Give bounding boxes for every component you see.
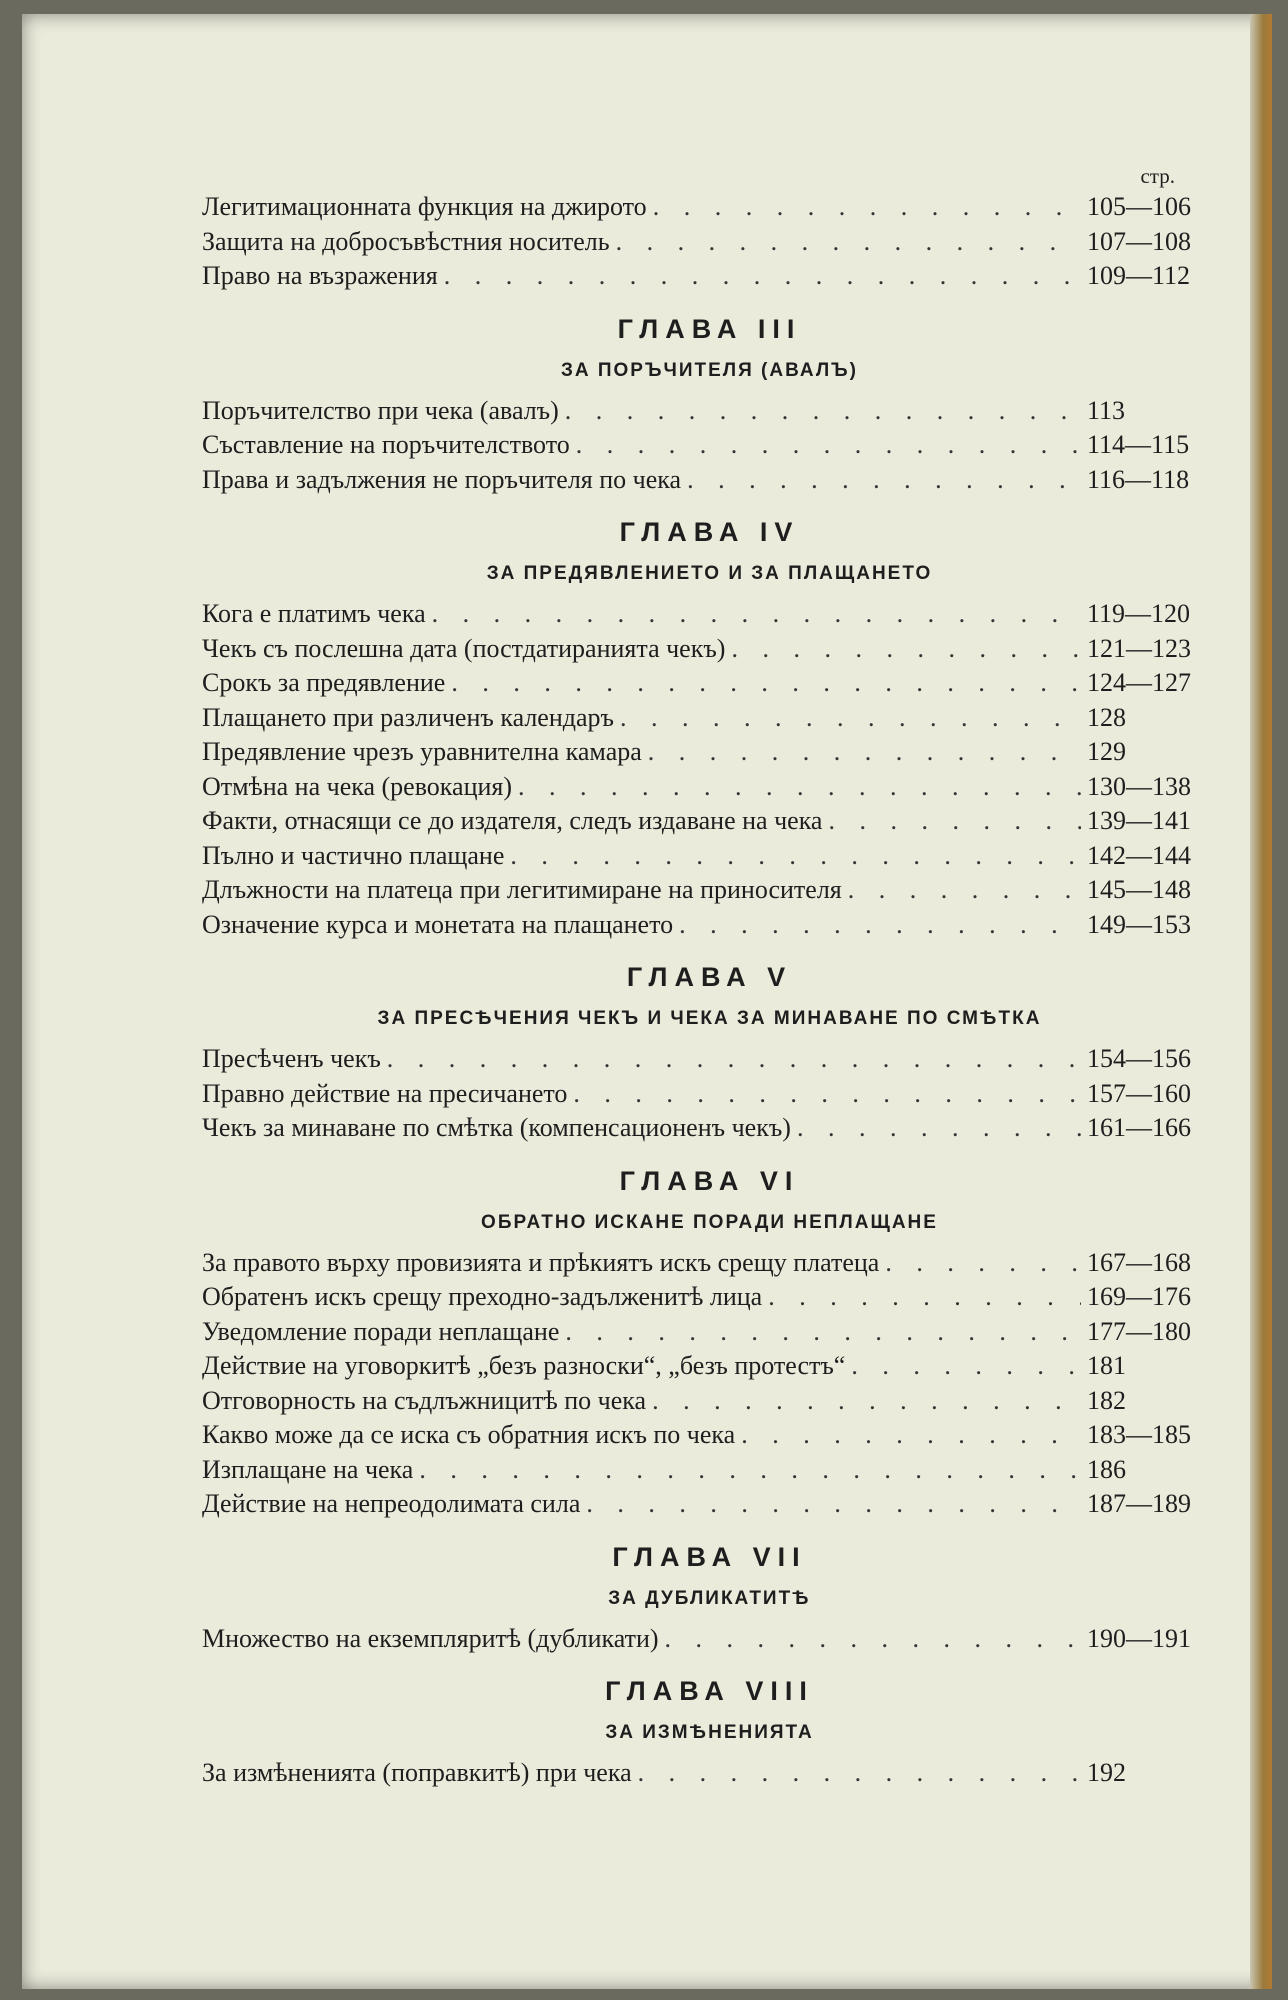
dot-leader: [565, 1315, 1081, 1350]
entry-pages: 129: [1087, 737, 1126, 766]
entry-title: Означение курса и монетата на плащането: [202, 909, 674, 939]
dot-leader: [851, 1349, 1081, 1384]
entry-pages: 124—127: [1087, 668, 1191, 697]
toc-entry: [202, 701, 1217, 736]
entry-pages: 142—144: [1087, 840, 1191, 870]
dot-leader: [679, 908, 1081, 943]
entry-title: Срокъ за предявление: [202, 668, 446, 697]
dot-leader: [444, 259, 1081, 294]
toc-entry: [202, 1487, 1217, 1522]
entry-title: Правно действие на пресичането: [202, 1078, 568, 1108]
dot-leader: [518, 770, 1081, 805]
toc-entry: [202, 225, 1217, 260]
chapter-subtitle: ЗА ПРЕДЯВЛЕНИЕТО И ЗА ПЛАЩАНЕТО: [486, 563, 933, 584]
dot-leader: [652, 1384, 1081, 1419]
page-edge: [1250, 14, 1272, 1989]
chapter-subtitle: ЗА ИЗМѢНЕНИЯТА: [605, 1722, 814, 1743]
entry-pages: 130—138: [1087, 771, 1191, 801]
chapter-heading: ГЛАВА VIII: [605, 1676, 814, 1706]
entry-pages: 116—118: [1087, 464, 1190, 494]
dot-leader: [665, 1622, 1081, 1657]
entry-title: Легитимационната функция на джирото: [202, 192, 647, 221]
dot-leader: [828, 804, 1081, 839]
entry-title: Кога е платимъ чека: [202, 599, 426, 628]
entry-title: Чекъ за минаване по смѣтка (компенсационенъ чекъ): [202, 1113, 791, 1142]
dot-leader: [419, 1453, 1081, 1488]
entry-title: Действие на непреодолимата сила: [202, 1489, 581, 1518]
chapter-subtitle: ЗА ПОРЪЧИТЕЛЯ (АВАЛЪ): [560, 359, 859, 381]
entry-title: Обратенъ искъ срещу преходно-задълженитѣ лица: [202, 1282, 763, 1311]
entry-pages: 187—189: [1087, 1489, 1191, 1518]
entry-title: Действие на уговоркитѣ „безъ разноски“, „безъ протестъ“: [202, 1351, 846, 1380]
entry-title: За измѣненията (поправкитѣ) при чека: [202, 1758, 632, 1787]
toc-entry: [202, 839, 1217, 874]
dot-leader: [451, 666, 1081, 701]
chapter-heading: ГЛАВА VI: [619, 1165, 800, 1196]
chapter-heading: ГЛАВА VII: [612, 1541, 807, 1572]
entry-pages: 161—166: [1087, 1113, 1191, 1142]
toc-entry: [202, 908, 1217, 943]
entry-pages: 167—168: [1087, 1247, 1191, 1277]
entry-title: Поръчителство при чека (авалъ): [202, 395, 559, 425]
dot-leader: [648, 735, 1081, 770]
entry-pages: 186: [1087, 1454, 1126, 1484]
entry-title: Длъжности на платеца при легитимиране на приносителя: [202, 875, 842, 904]
entry-pages: 169—176: [1087, 1282, 1191, 1311]
entry-pages: 183—185: [1087, 1420, 1191, 1449]
entry-pages: 182: [1087, 1385, 1126, 1415]
dot-leader: [576, 428, 1081, 463]
dot-leader: [741, 1418, 1081, 1453]
dot-leader: [731, 632, 1081, 667]
toc-entry: [202, 1349, 1217, 1384]
entry-title: Права и задължения не поръчителя по чека: [202, 464, 682, 494]
toc-entry: [202, 597, 1217, 632]
toc-entry: [202, 1042, 1217, 1077]
toc-entry: [202, 666, 1217, 701]
entry-pages: 181: [1087, 1351, 1126, 1380]
dot-leader: [885, 1246, 1081, 1281]
entry-pages: 154—156: [1087, 1044, 1191, 1073]
entry-pages: 119—120: [1087, 599, 1191, 628]
toc-entry: [202, 632, 1217, 667]
dot-leader: [620, 701, 1081, 736]
dot-leader: [586, 1487, 1081, 1522]
table-of-contents: [202, 164, 1217, 1791]
toc-entry: [202, 259, 1217, 294]
toc-entry: [202, 1756, 1217, 1791]
dot-leader: [510, 839, 1081, 874]
entry-pages: 107—108: [1087, 226, 1191, 256]
entry-title: Множество на екземпляритѣ (дубликати): [202, 1623, 659, 1653]
dot-leader: [638, 1756, 1081, 1791]
entry-pages: 145—148: [1087, 875, 1191, 904]
chapter-heading: ГЛАВА IV: [619, 517, 800, 547]
toc-entry: [202, 428, 1217, 463]
chapter-heading: ГЛАВА III: [617, 313, 802, 344]
dot-leader: [432, 597, 1081, 632]
entry-pages: 190—191: [1087, 1623, 1191, 1653]
dot-leader: [616, 225, 1081, 260]
entry-title: Предявление чрезъ уравнителна камара: [202, 737, 642, 766]
dot-leader: [768, 1280, 1081, 1315]
entry-title: Какво може да се иска съ обратния искъ по чека: [202, 1420, 736, 1449]
entry-title: Факти, отнасящи се до издателя, следъ издаване на чека: [202, 806, 823, 835]
entry-pages: 157—160: [1087, 1078, 1191, 1108]
entry-title: За правото върху провизията и прѣкиятъ искъ срещу платеца: [202, 1247, 880, 1277]
entry-title: Плащането при различенъ календаръ: [202, 702, 614, 732]
entry-pages: 113: [1087, 395, 1126, 425]
toc-entry: [202, 1453, 1217, 1488]
entry-title: Чекъ съ послешна дата (постдатиранията чекъ): [202, 633, 726, 663]
toc-entry: [202, 190, 1217, 225]
book-page: [22, 14, 1272, 1989]
chapter-subtitle: ЗА ПРЕСѢЧЕНИЯ ЧЕКЪ И ЧЕКА ЗА МИНАВАНЕ ПО СМѢТКА: [377, 1008, 1042, 1029]
entry-pages: 121—123: [1087, 633, 1191, 663]
entry-pages: 192: [1087, 1758, 1126, 1787]
entry-pages: 128: [1087, 702, 1126, 732]
dot-leader: [687, 463, 1081, 498]
entry-title: Изплащане на чека: [202, 1454, 414, 1484]
toc-entry: [202, 1315, 1217, 1350]
entry-pages: 177—180: [1087, 1316, 1191, 1346]
toc-entry: [202, 1111, 1217, 1146]
toc-entry: [202, 1384, 1217, 1419]
toc-entry: [202, 394, 1217, 429]
toc-entry: [202, 1246, 1217, 1281]
dot-leader: [565, 394, 1081, 429]
toc-entry: [202, 804, 1217, 839]
entry-pages: 114—115: [1087, 430, 1190, 459]
page-column-label: стр.: [1140, 164, 1175, 188]
entry-title: Отговорность на съдлъжницитѣ по чека: [202, 1385, 647, 1415]
entry-pages: 105—106: [1087, 192, 1191, 221]
entry-title: Съставление на поръчителството: [202, 430, 570, 459]
toc-entry: [202, 873, 1217, 908]
toc-entry: [202, 1280, 1217, 1315]
dot-leader: [848, 873, 1081, 908]
toc-entry: [202, 1622, 1217, 1657]
toc-entry: [202, 770, 1217, 805]
dot-leader: [387, 1042, 1081, 1077]
toc-entry: [202, 1418, 1217, 1453]
entry-pages: 109—112: [1087, 261, 1191, 290]
entry-title: Право на възражения: [202, 261, 438, 290]
entry-title: Пресѣченъ чекъ: [202, 1044, 381, 1073]
dot-leader: [797, 1111, 1081, 1146]
entry-title: Пълно и частично плащане: [202, 840, 505, 870]
dot-leader: [573, 1077, 1081, 1112]
entry-pages: 139—141: [1087, 806, 1191, 835]
dot-leader: [653, 190, 1081, 225]
entry-pages: 149—153: [1087, 909, 1191, 939]
entry-title: Защита на добросъвѣстния носитель: [202, 226, 610, 256]
entry-title: Отмѣна на чека (ревокация): [202, 771, 513, 801]
toc-entry: [202, 463, 1217, 498]
chapter-heading: ГЛАВА V: [626, 962, 793, 992]
chapter-subtitle: ЗА ДУБЛИКАТИТѢ: [608, 1587, 811, 1609]
toc-entry: [202, 1077, 1217, 1112]
toc-entry: [202, 735, 1217, 770]
entry-title: Уведомление поради неплащане: [202, 1316, 560, 1346]
chapter-subtitle: ОБРАТНО ИСКАНЕ ПОРАДИ НЕПЛАЩАНЕ: [481, 1211, 938, 1233]
